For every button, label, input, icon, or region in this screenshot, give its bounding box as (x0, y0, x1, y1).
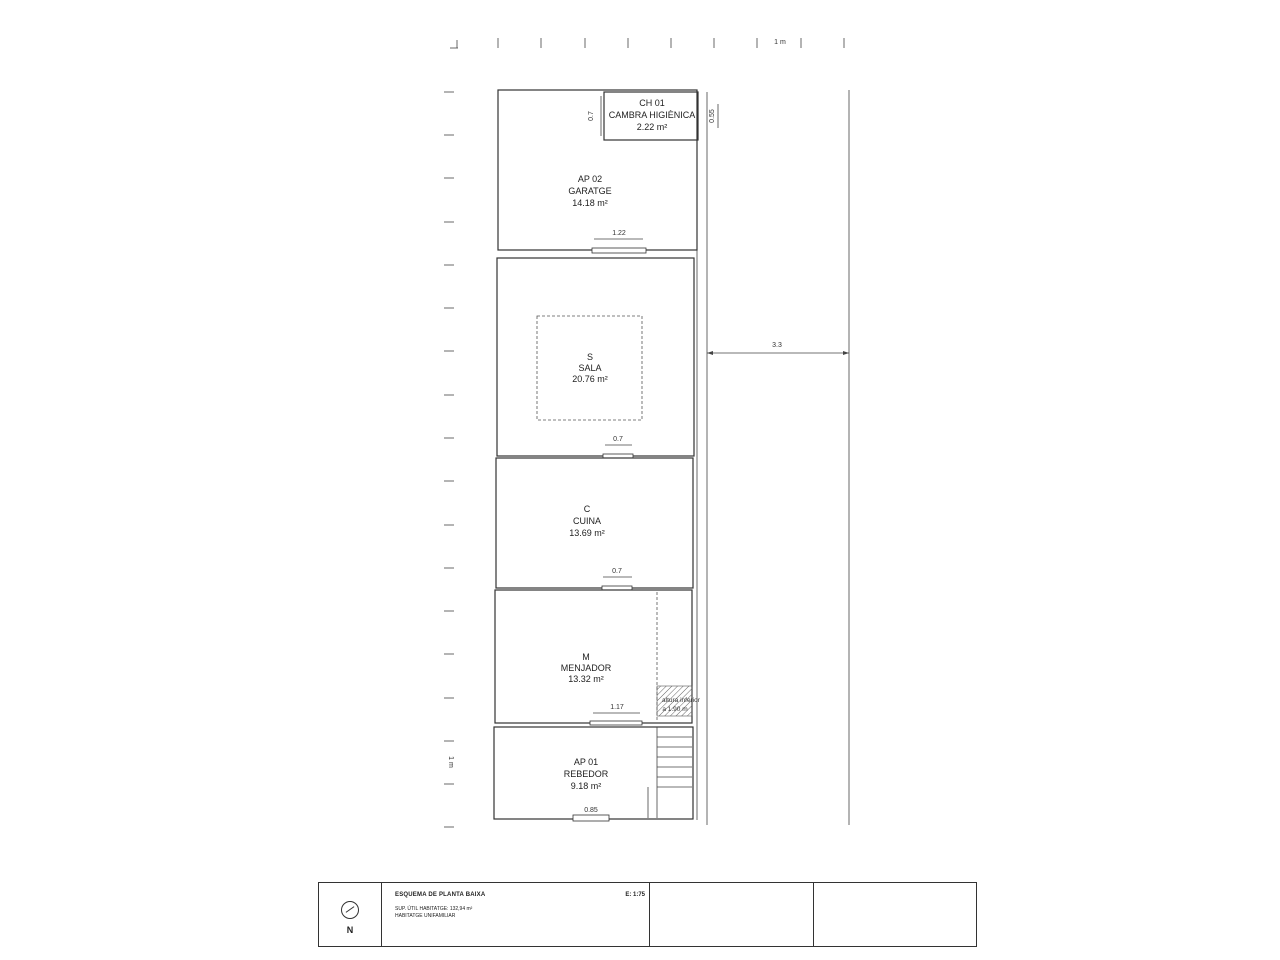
cuina-door-dim: 0.7 (612, 568, 622, 575)
entrance-door (573, 815, 609, 821)
menjador-door (590, 721, 642, 725)
ch01-height-dim: 0.7 (588, 111, 595, 121)
room-m-code: M (582, 652, 590, 662)
room-ap01-area: 9.18 m² (570, 781, 602, 791)
room-c-area: 13.69 m² (569, 528, 605, 538)
stair-steps (648, 727, 692, 818)
north-arrow-icon (341, 901, 359, 919)
room-ap01-code: AP 01 (573, 757, 599, 767)
drawing-title: ESQUEMA DE PLANTA BAIXA (395, 892, 486, 898)
title-block-empty-cell-2 (813, 883, 976, 946)
rebedor-door-dim: 0.85 (584, 807, 598, 814)
title-cell (381, 883, 650, 946)
sala-door (603, 454, 633, 458)
left-scale-bar (444, 92, 454, 827)
stair-note-line2: a 1.90 m (662, 706, 688, 713)
left-scale-label: 1 m (447, 756, 454, 768)
sala-door-dim: 0.7 (613, 436, 623, 443)
room-c-code: C (583, 504, 591, 514)
room-s-name: SALA (578, 363, 602, 373)
drawing-scale: E: 1:75 (625, 892, 645, 898)
title-block (318, 882, 977, 947)
north-letter: N (346, 925, 354, 935)
room-m-area: 13.32 m² (568, 674, 604, 684)
room-ch01-code: CH 01 (639, 98, 665, 108)
room-c-name: CUINA (572, 516, 602, 526)
room-ch01-name: CAMBRA HIGIÈNICA (608, 110, 696, 120)
garatge-door-dim: 1.22 (612, 230, 626, 237)
room-sala (497, 258, 694, 456)
street-width-label: 3.3 (772, 342, 782, 349)
room-ap02-name: GARATGE (568, 186, 612, 196)
room-m-name: MENJADOR (560, 663, 612, 673)
ch01-side-dim: 0.55 (709, 109, 716, 123)
menjador-door-dim: 1.17 (610, 704, 624, 711)
room-ap02-code: AP 02 (577, 174, 603, 184)
top-scale-bar (450, 38, 844, 48)
stair-note-line1: altura inferior (662, 697, 700, 704)
room-s-area: 20.76 m² (572, 374, 608, 384)
street-width-dimension (707, 342, 849, 355)
room-s-code: S (586, 352, 594, 362)
useful-surface: SUP. ÚTIL HABITATGE: 132,94 m² (395, 906, 473, 912)
dwelling-type: HABITATGE UNIFAMILIAR (395, 913, 456, 919)
room-ch01-area: 2.22 m² (636, 122, 668, 132)
room-ap01-name: REBEDOR (563, 769, 609, 779)
north-cell (319, 883, 382, 946)
scale-bar-label: 1 m (774, 39, 786, 46)
title-block-empty-cell-1 (649, 883, 814, 946)
garatge-door (592, 248, 646, 253)
room-ap02-area: 14.18 m² (572, 198, 608, 208)
